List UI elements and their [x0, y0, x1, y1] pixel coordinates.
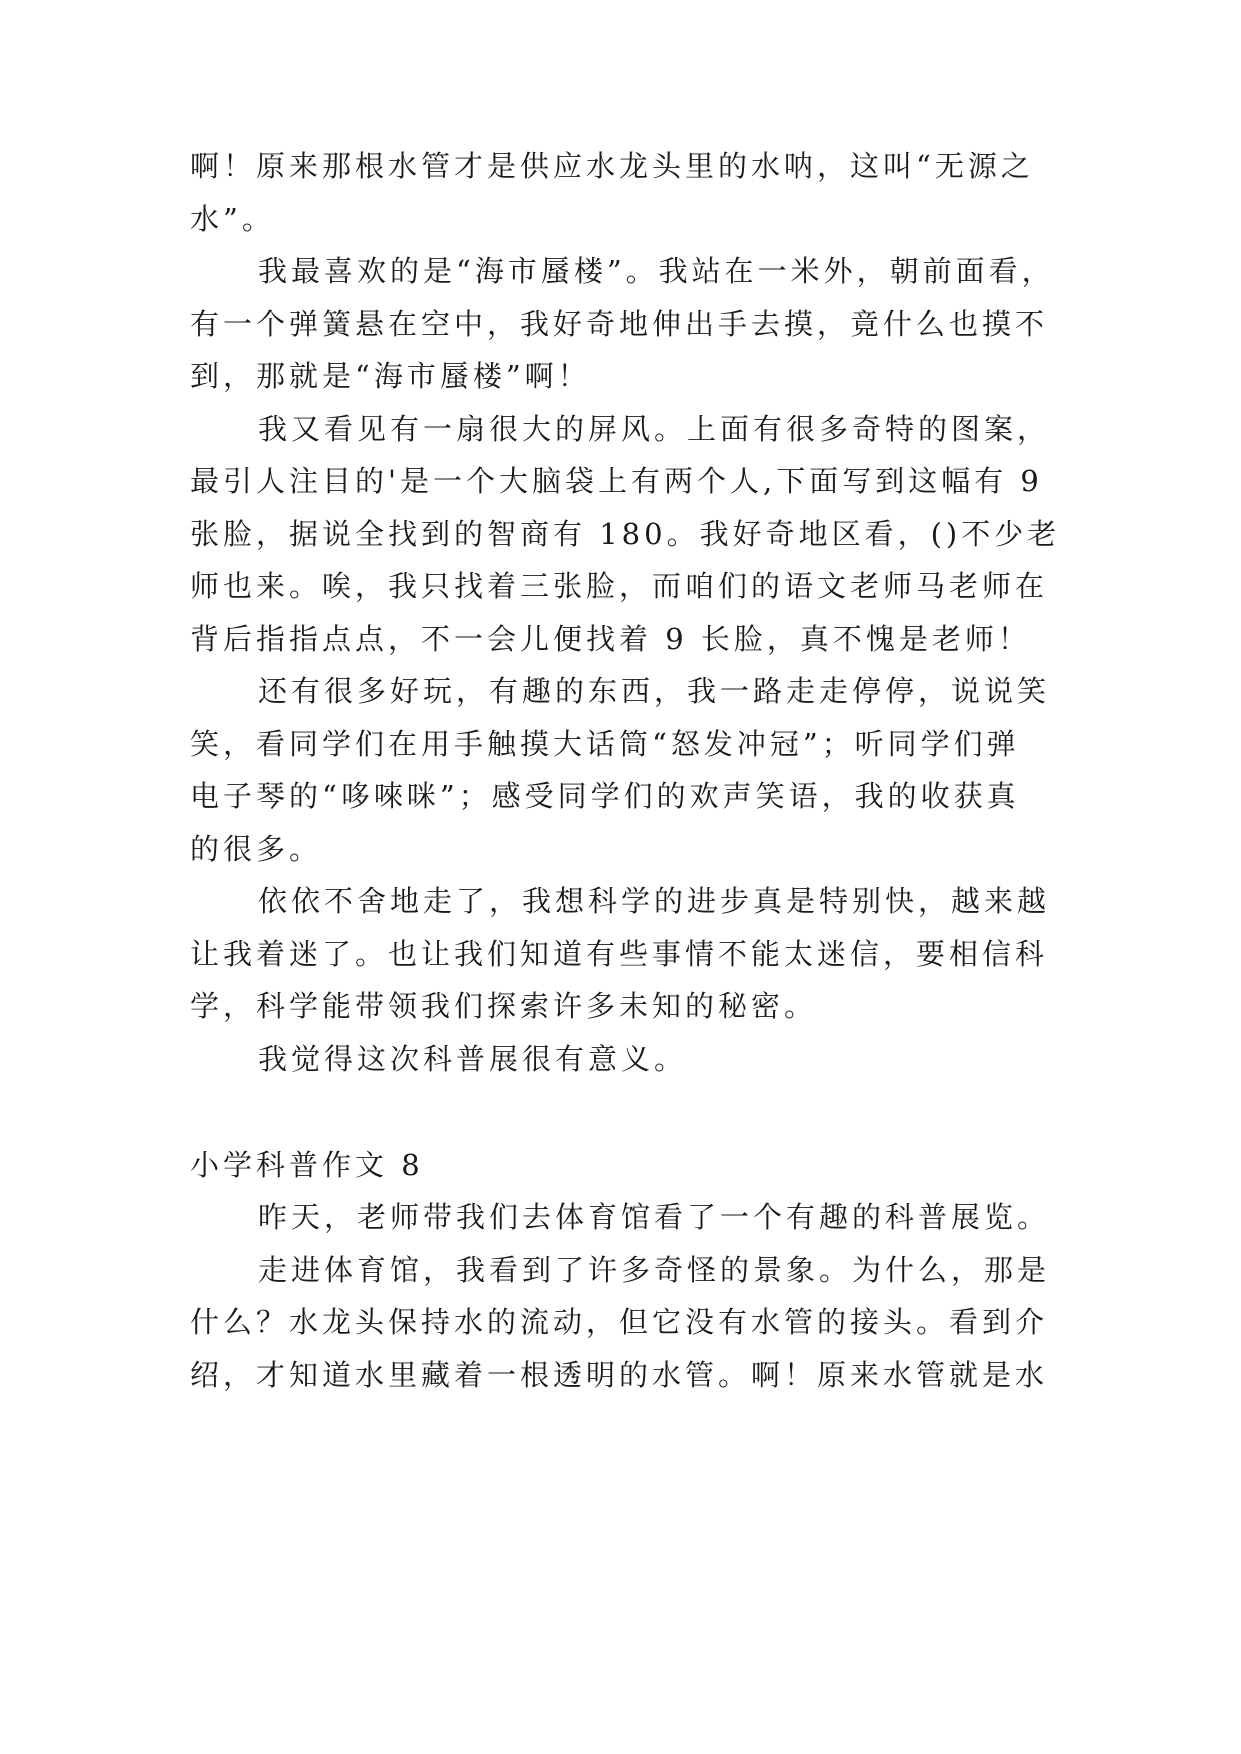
text-line: 昨天，老师带我们去体育馆看了一个有趣的科普展览。	[258, 1200, 1051, 1234]
text-line: 绍，才知道水里藏着一根透明的水管。啊！原来水管就是水	[190, 1358, 1049, 1392]
text-line: 我觉得这次科普展很有意义。	[258, 1042, 688, 1076]
text-line: 背后指指点点，不一会儿便找着 9 长脸，真不愧是老师！	[190, 622, 1031, 656]
section-title: 小学科普作文 8	[190, 1148, 424, 1182]
text-line: 我最喜欢的是“海市蜃楼”。我站在一米外，朝前面看，	[258, 254, 1055, 288]
text-line: 有一个弹簧悬在空中，我好奇地伸出手去摸，竟什么也摸不	[190, 307, 1049, 341]
text-line: 到，那就是“海市蜃楼”啊！	[190, 359, 591, 393]
text-line: 依依不舍地走了，我想科学的进步真是特别快，越来越	[258, 884, 1051, 918]
text-line: 走进体育馆，我看到了许多奇怪的景象。为什么，那是	[258, 1253, 1051, 1287]
text-line: 师也来。唉，我只找着三张脸，而咱们的语文老师马老师在	[190, 569, 1049, 603]
text-line: 水”。	[190, 202, 275, 236]
text-line: 什么？水龙头保持水的流动，但它没有水管的接头。看到介	[190, 1305, 1049, 1339]
text-line: 最引人注目的'是一个大脑袋上有两个人,下面写到这幅有 9	[190, 464, 1043, 498]
text-line: 笑，看同学们在用手触摸大话筒“怒发冲冠”；听同学们弹	[190, 727, 1020, 761]
text-line: 学，科学能带领我们探索许多未知的秘密。	[190, 989, 818, 1023]
text-line: 电子琴的“哆唻咪”；感受同学们的欢声笑语，我的收获真	[190, 779, 1020, 813]
text-line: 啊！原来那根水管才是供应水龙头里的水呐，这叫“无源之	[190, 149, 1034, 183]
text-line: 我又看见有一扇很大的屏风。上面有很多奇特的图案，	[258, 412, 1051, 446]
text-line: 的很多。	[190, 832, 323, 866]
text-line: 让我着迷了。也让我们知道有些事情不能太迷信，要相信科	[190, 937, 1049, 971]
text-line: 还有很多好玩，有趣的东西，我一路走走停停，说说笑	[258, 674, 1051, 708]
text-line: 张脸，据说全找到的智商有 180。我好奇地区看，()不少老	[190, 517, 1061, 551]
